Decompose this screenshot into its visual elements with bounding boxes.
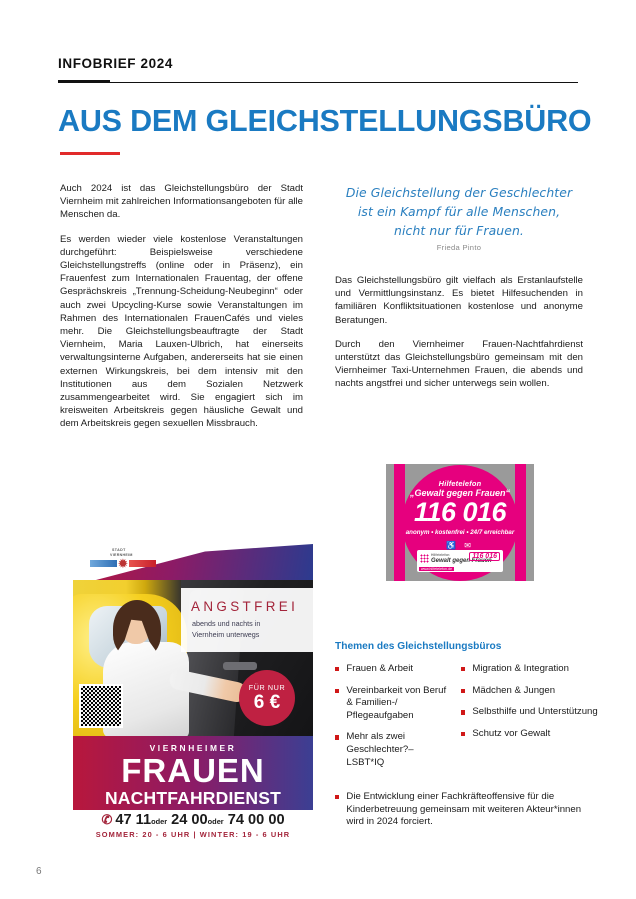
header-rule-thick: [58, 80, 110, 83]
themen-wide-row: [335, 791, 601, 829]
bullet-square-icon: [335, 795, 339, 799]
right-paragraph-2: Durch den Viernheimer Frauen-Nachtfahrdienst unterstützt das Gleichstellungsbüro gemeinsam mit den Viernheimer Taxi-Unternehmen Frauen, die abends und nachts angstfrei und sicher unterwegs sein wollen.: [335, 338, 583, 390]
themen-b-item-3: Selbsthilfe und Unterstützung: [472, 706, 598, 718]
themen-b-item-1: Migration & Integration: [472, 663, 569, 674]
flyer-subtitle: [192, 619, 260, 640]
bullet-square-icon: [461, 732, 465, 736]
bullet-square-icon: [461, 710, 465, 714]
quote-line-1: Die Gleichstellung der Geschlechter: [345, 185, 573, 200]
flyer-frauen-title: FRAUEN: [121, 752, 265, 789]
accessibility-icons: ♿ ✉: [446, 540, 474, 550]
flyer-oder-2: oder: [207, 817, 224, 826]
quote-line-3: nicht nur für Frauen.: [394, 223, 524, 238]
flyer-nachtfahrdienst-title: NACHTFAHRDIENST: [104, 788, 282, 808]
logo-title: Gewalt gegen Frauen: [431, 557, 492, 564]
stadt-viernheim-logo: [90, 548, 156, 574]
flyer-phone-row: [73, 812, 313, 828]
poster-hilfetelefon-label: Hilfetelefon: [438, 478, 482, 488]
flyer-subtitle-line-2: Viernheim unterwegs: [192, 629, 260, 639]
logo-url: www.hilfetelefon.de: [421, 567, 453, 571]
list-item: [335, 731, 453, 769]
right-paragraph-1: Das Gleichstellungsbüro gilt vielfach als Erstanlaufstelle und Vermittlungsinstanz. Es bietet Hilfesuchenden in familiären Konfliktsituationen kostenlose und anonyme Beratungen.: [335, 275, 583, 326]
price-badge-amount: 6 €: [253, 692, 281, 713]
page-title: AUS DEM GLEICHSTELLUNGSBÜRO: [58, 104, 592, 138]
price-badge: [239, 670, 295, 726]
logo-knot-icon: ✹: [117, 556, 129, 571]
poster-phone-number: 116 016: [413, 496, 507, 527]
poster-features: anonym • kostenfrei • 24/7 erreichbar: [405, 528, 515, 536]
flyer-oder-1: oder: [151, 817, 168, 826]
hilfetelefon-logo: [417, 550, 503, 572]
flyer-subtitle-line-1: abends und nachts in: [192, 619, 261, 628]
photo-door-handle: [223, 662, 257, 670]
themen-heading: Themen des Gleichstellungsbüros: [335, 641, 502, 652]
flyer-phone-1: 47 11: [115, 812, 152, 828]
title-underline: [60, 152, 120, 155]
pull-quote: [333, 183, 585, 252]
logo-small-label: Hilfetelefon: [431, 553, 450, 557]
header-rule: [58, 82, 578, 83]
quote-author: Frieda Pinto: [436, 243, 482, 252]
themen-b-item-4: Schutz vor Gewalt: [472, 727, 551, 739]
flyer-phone-3: 74 00 00: [227, 812, 285, 828]
list-item: [461, 685, 601, 698]
themen-column-a: [335, 663, 453, 769]
hilfetelefon-poster: [386, 464, 534, 581]
flyer-operating-hours: SOMMER: 20 - 6 UHR | WINTER: 19 - 6 UHR: [95, 830, 291, 839]
list-item: [335, 685, 453, 723]
logo-number: 116 016: [469, 552, 500, 561]
price-badge-label: FÜR NUR: [248, 683, 286, 692]
qr-code-icon[interactable]: [79, 684, 123, 728]
flyer-phone-2: 24 00: [171, 812, 208, 828]
bullet-square-icon: [335, 689, 339, 693]
themen-a-item-1: Frauen & Arbeit: [346, 663, 414, 674]
logo-blue-bar-icon: [90, 560, 117, 567]
left-paragraph-1: Auch 2024 ist das Gleichstellungsbüro der Stadt Viernheim mit zahlreichen Informationsangeboten für alle Menschen da.: [60, 183, 303, 221]
themen-a-item-3: Mehr als zwei Geschlechter?– LSBT*IQ: [346, 731, 414, 768]
city-logo-line-1: STADT: [112, 548, 126, 552]
themen-a-item-2: Vereinbarkeit von Beruf & Familien-/ Pflegeaufgaben: [346, 684, 447, 721]
bullet-square-icon: [335, 667, 339, 671]
logo-red-bar-icon: [129, 560, 156, 567]
bullet-square-icon: [461, 667, 465, 671]
page-number: 6: [36, 866, 42, 877]
phone-icon: ✆: [101, 812, 113, 827]
themen-column-b: [461, 663, 601, 740]
nachtfahrdienst-flyer: [73, 544, 313, 840]
flyer-photo: [73, 580, 313, 736]
list-item: [335, 791, 601, 829]
infobrief-kicker: INFOBRIEF 2024: [58, 56, 173, 71]
right-column: [335, 274, 583, 391]
list-item: [335, 663, 453, 676]
left-paragraph-2: Es werden wieder viele kostenlose Veranstaltungen durchgeführt: Beispielsweise verschiedene Gleichstellungstreffs (online oder in Präsenz), ein Frauenfest zum Internationalen Frauentag, der offene Gesprächskreis „Trennung-Scheidung-Neubeginn“ oder auch zwei Upcycling-Kurse sowie Veranstaltungen im Rahmen des Internationalen FrauenCafés und vieles mehr. Die Gleichstellungsbeauftragte der Stadt Viernheim, Maria Lauxen-Ulbrich, hat einerseits verwaltungsinterne Aufgaben, andererseits hat sie einen externen Wirkungskreis, bei dem intensiv mit den Institutionen aus dem Sozialen Netzwerk zusammengearbeitet wird. Sie engagiert sich im kreisweiten Arbeitskreis gegen häusliche Gewalt und dem Arbeitskreis gegen sexuellen Missbrauch.: [60, 233, 303, 430]
themen-b-item-2: Mädchen & Jungen: [472, 684, 556, 696]
flyer-viernheimer-label: VIERNHEIMER: [149, 743, 237, 753]
themen-wide-item-1: Die Entwicklung einer Fachkräfteoffensive für die Kinderbetreuung gemeinsam mit weiteren Akteur*innen wird in 2024 forciert.: [346, 791, 582, 828]
bullet-square-icon: [335, 735, 339, 739]
poster-headline: „Gewalt gegen Frauen“: [409, 487, 511, 498]
logo-dot-grid-icon: [420, 554, 429, 563]
list-item: [461, 663, 601, 676]
list-item: [461, 728, 601, 741]
flyer-title-band: [73, 736, 313, 810]
flyer-text-panel: [181, 588, 313, 652]
quote-line-2: ist ein Kampf für alle Menschen,: [357, 204, 561, 219]
bullet-square-icon: [461, 689, 465, 693]
left-column: [60, 182, 303, 431]
city-logo-line-2: VIERNHEIM: [110, 553, 133, 557]
flyer-angstfrei-headline: ANGSTFREI: [191, 599, 299, 614]
list-item: [461, 706, 601, 719]
